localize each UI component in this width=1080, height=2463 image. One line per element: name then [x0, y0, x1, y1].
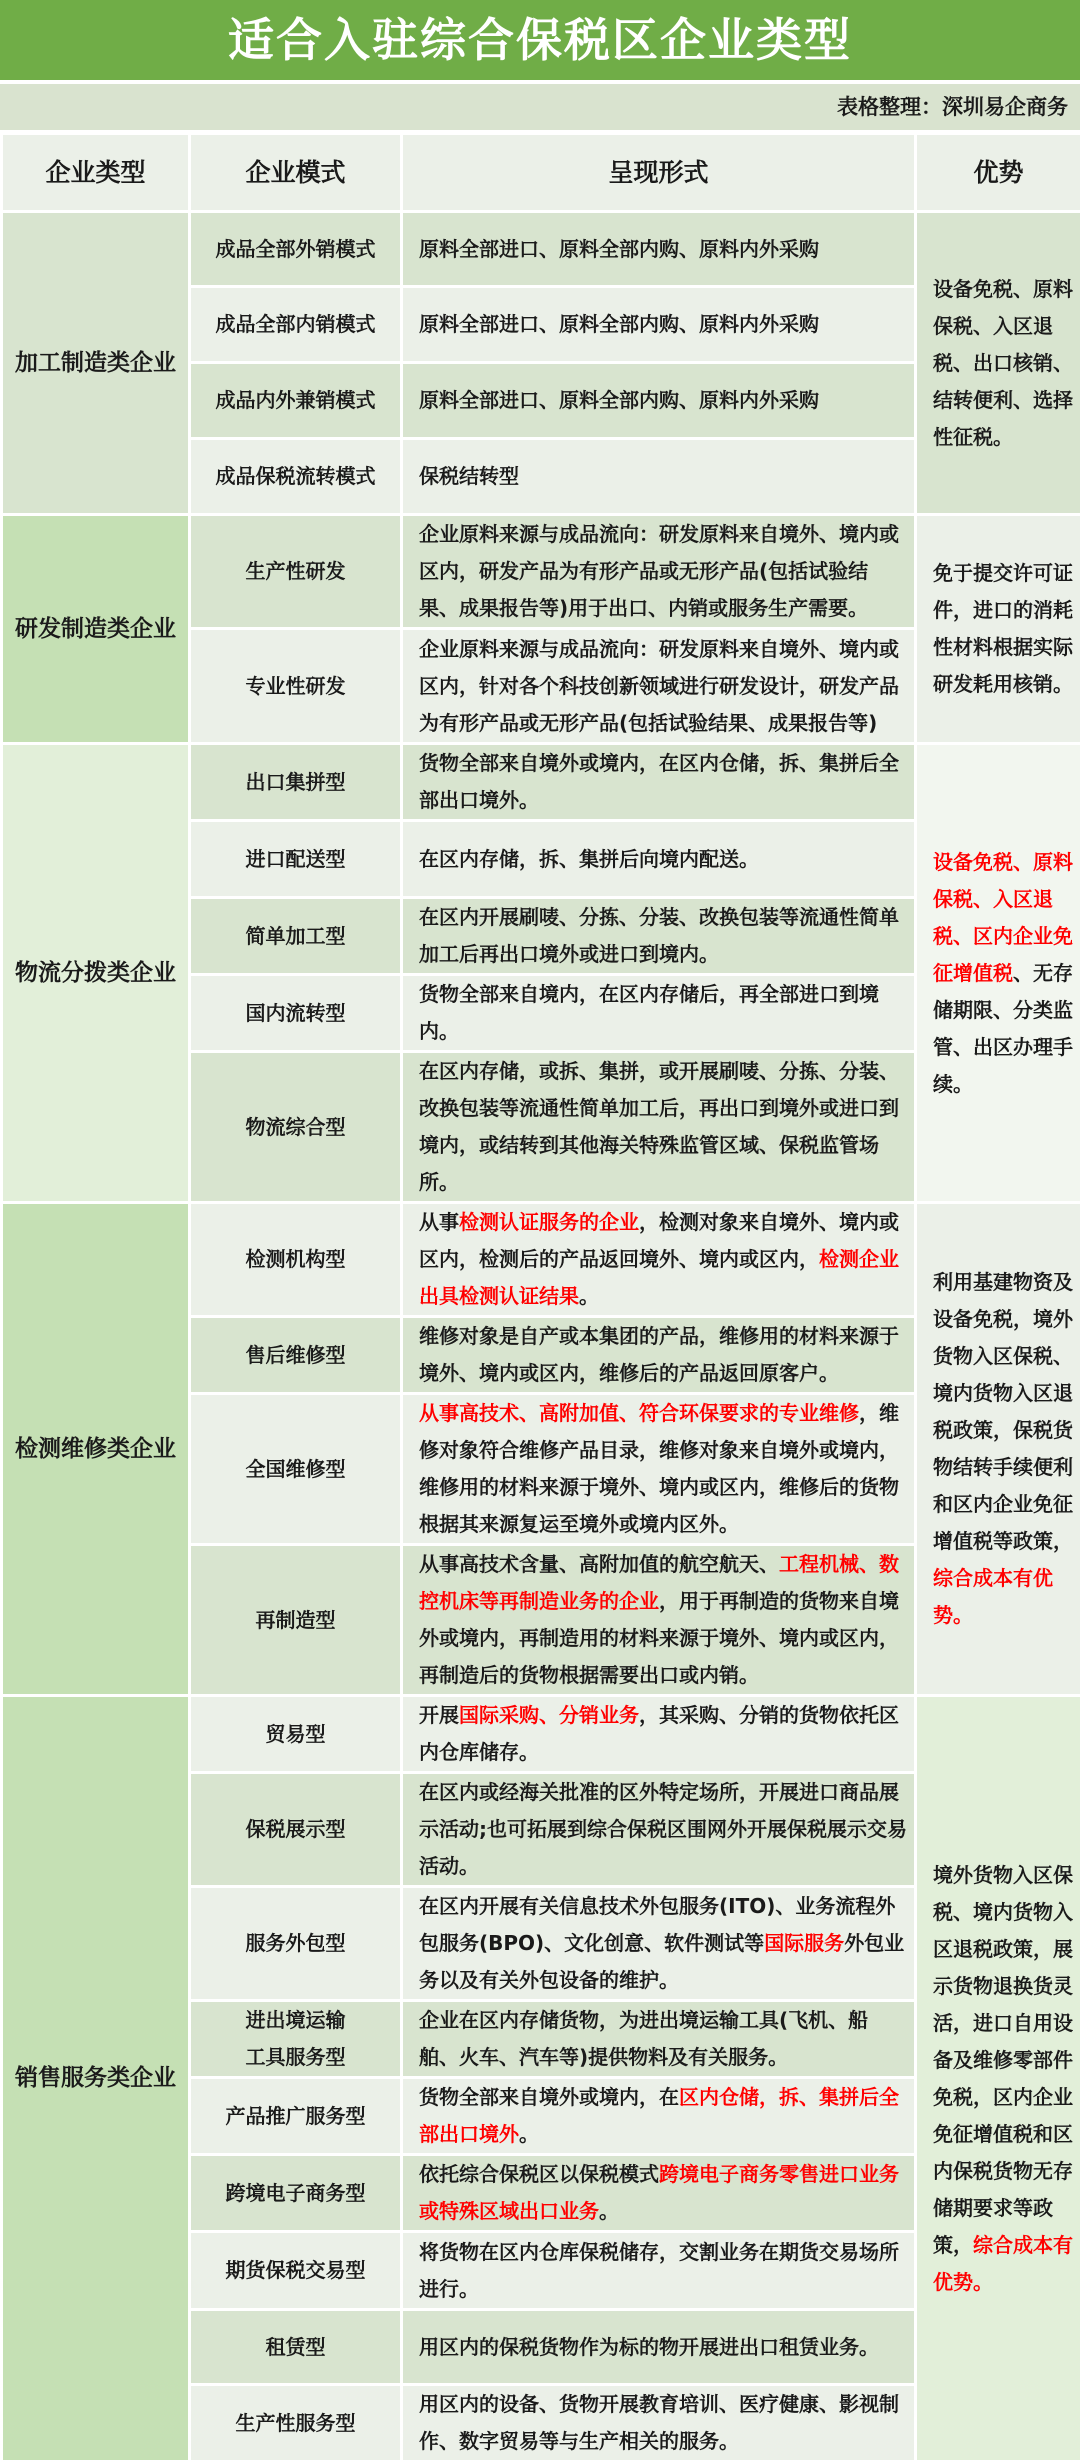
text-segment: ，维修对象符合维修产品目录，维修对象来自境外或境内，维修用的材料来源于境外、境内或区内，维修后的货物根据其来源复运至境外或境内区外。	[419, 1401, 899, 1536]
mode-cell: 再制造型	[190, 1545, 402, 1696]
highlighted-text: 综合成本有优势。	[933, 2233, 1073, 2294]
advantage-cell	[916, 744, 1080, 1203]
text-segment: 货物全部来自境外或境内，在	[419, 2085, 679, 2109]
form-cell	[402, 821, 916, 898]
form-cell	[402, 363, 916, 439]
form-cell	[402, 2155, 916, 2232]
highlighted-text: 检测企业出具检测认证结果	[419, 1247, 899, 1308]
advantage-cell	[916, 515, 1080, 744]
highlighted-text: 国际采购、分销业务	[459, 1703, 639, 1727]
mode-cell: 产品推广服务型	[190, 2078, 402, 2155]
page-title: 适合入驻综合保税区企业类型	[0, 0, 1080, 80]
form-cell	[402, 1696, 916, 1773]
mode-cell: 进出境运输 工具服务型	[190, 2001, 402, 2078]
form-cell	[402, 2310, 916, 2385]
mode-cell: 期货保税交易型	[190, 2232, 402, 2310]
text-segment: 货物全部来自境内，在区内存储后，再全部进口到境内。	[419, 982, 879, 1043]
text-segment: 免于提交许可证件，进口的消耗性材料根据实际研发耗用核销。	[933, 561, 1073, 696]
text-segment: 利用基建物资及设备免税，境外货物入区保税、境内货物入区退税政策，保税货物结转手续便利和区内企业免征增值税等政策，	[933, 1270, 1073, 1553]
mode-cell: 成品保税流转模式	[190, 439, 402, 515]
mode-cell: 贸易型	[190, 1696, 402, 1773]
form-cell	[402, 515, 916, 629]
mode-cell: 成品全部外销模式	[190, 212, 402, 287]
table-row	[2, 212, 1080, 287]
text-segment: 企业在区内存储货物，为进出境运输工具(飞机、船舶、火车、汽车等)提供物料及有关服务。	[419, 2008, 868, 2069]
text-segment: 境外货物入区保税、境内货物入区退税政策，展示货物退换货灵活，进口自用设备及维修零部件免税，区内企业免征增值税和区内保税货物无存储期要求等政策，	[933, 1863, 1073, 2257]
mode-cell: 专业性研发	[190, 629, 402, 744]
text-segment: 。	[519, 2122, 539, 2146]
text-segment: 原料全部进口、原料全部内购、原料内外采购	[419, 312, 819, 336]
form-cell	[402, 1052, 916, 1203]
text-segment: 货物全部来自境外或境内，在区内仓储，拆、集拼后全部出口境外。	[419, 751, 899, 812]
mode-cell: 成品内外兼销模式	[190, 363, 402, 439]
highlighted-text: 跨境电子商务零售进口业务或特殊区域出口业务	[419, 2162, 899, 2223]
header-advantage: 优势	[916, 134, 1080, 212]
text-segment: 在区内存储，拆、集拼后向境内配送。	[419, 847, 759, 871]
form-cell	[402, 975, 916, 1052]
form-cell	[402, 439, 916, 515]
form-cell	[402, 2078, 916, 2155]
text-segment: 用区内的保税货物作为标的物开展进出口租赁业务。	[419, 2335, 879, 2359]
highlighted-text: 综合成本有优势。	[933, 1566, 1053, 1627]
table-row	[2, 1696, 1080, 1773]
text-segment: 保税结转型	[419, 464, 519, 488]
category-cell: 物流分拨类企业	[2, 744, 190, 1203]
mode-cell: 服务外包型	[190, 1887, 402, 2001]
highlighted-text: 区内仓储，拆、集拼后全部出口境外	[419, 2085, 899, 2146]
text-segment: 从事高技术含量、高附加值的航空航天、	[419, 1552, 779, 1576]
text-segment: ，其采购、分销的货物依托区内仓库储存。	[419, 1703, 899, 1764]
text-segment: 企业原料来源与成品流向：研发原料来自境外、境内或区内，研发产品为有形产品或无形产品(包括试验结果、成果报告等)用于出口、内销或服务生产需要。	[419, 522, 899, 620]
text-segment: 原料全部进口、原料全部内购、原料内外采购	[419, 388, 819, 412]
form-cell	[402, 1203, 916, 1317]
mode-cell: 国内流转型	[190, 975, 402, 1052]
mode-cell: 成品全部内销模式	[190, 287, 402, 363]
header-enterprise-type: 企业类型	[2, 134, 190, 212]
text-segment: 从事	[419, 1210, 459, 1234]
text-segment: 用区内的设备、货物开展教育培训、医疗健康、影视制作、数字贸易等与生产相关的服务。	[419, 2392, 899, 2453]
form-cell	[402, 898, 916, 975]
form-cell	[402, 1545, 916, 1696]
advantage-cell	[916, 212, 1080, 515]
mode-cell: 生产性服务型	[190, 2385, 402, 2462]
mode-cell: 检测机构型	[190, 1203, 402, 1317]
text-segment: 依托综合保税区以保税模式	[419, 2162, 659, 2186]
form-cell	[402, 2232, 916, 2310]
text-segment: 在区内开展有关信息技术外包服务(ITO)、业务流程外包服务(BPO)、文化创意、软件测试等	[419, 1894, 895, 1955]
text-segment: 外包业务以及有关外包设备的维护。	[419, 1931, 904, 1992]
mode-cell: 物流综合型	[190, 1052, 402, 1203]
highlighted-text: 从事高技术、高附加值、符合环保要求的专业维修	[419, 1401, 859, 1425]
category-cell: 加工制造类企业	[2, 212, 190, 515]
text-segment: 将货物在区内仓库保税储存，交割业务在期货交易场所进行。	[419, 2240, 899, 2301]
text-segment: 在区内或经海关批准的区外特定场所，开展进口商品展示活动;也可拓展到综合保税区围网外开展保税展示交易活动。	[419, 1780, 907, 1878]
highlighted-text: 工程机械、数控机床等再制造业务的企业	[419, 1552, 899, 1613]
advantage-cell	[916, 1203, 1080, 1696]
mode-cell: 售后维修型	[190, 1317, 402, 1394]
enterprise-type-table	[0, 132, 1080, 2463]
text-segment: 在区内开展刷唛、分拣、分装、改换包装等流通性简单加工后再出口境外或进口到境内。	[419, 905, 899, 966]
form-cell	[402, 629, 916, 744]
text-segment: 、无存储期限、分类监管、出区办理手续。	[933, 961, 1073, 1096]
form-cell	[402, 212, 916, 287]
form-cell	[402, 1317, 916, 1394]
category-cell: 检测维修类企业	[2, 1203, 190, 1696]
category-cell: 研发制造类企业	[2, 515, 190, 744]
mode-cell: 出口集拼型	[190, 744, 402, 821]
category-cell: 销售服务类企业	[2, 1696, 190, 2462]
credit-line: 表格整理：深圳易企商务	[0, 84, 1080, 130]
mode-cell: 全国维修型	[190, 1394, 402, 1545]
table-row	[2, 1203, 1080, 1317]
mode-cell: 生产性研发	[190, 515, 402, 629]
table-header-row	[2, 134, 1080, 212]
form-cell	[402, 744, 916, 821]
text-segment: 。	[599, 2199, 619, 2223]
highlighted-text: 设备免税、原料保税、入区退税、区内企业免征增值税	[933, 850, 1073, 985]
header-presentation-form: 呈现形式	[402, 134, 916, 212]
text-segment: 维修对象是自产或本集团的产品，维修用的材料来源于境外、境内或区内，维修后的产品返回原客户。	[419, 1324, 899, 1385]
text-segment: 。	[579, 1284, 599, 1308]
form-cell	[402, 1887, 916, 2001]
text-segment: 开展	[419, 1703, 459, 1727]
form-cell	[402, 287, 916, 363]
text-segment: ，用于再制造的货物来自境外或境内，再制造用的材料来源于境外、境内或区内，再制造后的货物根据需要出口或内销。	[419, 1589, 899, 1687]
table-row	[2, 515, 1080, 629]
text-segment: 设备免税、原料保税、入区退税、出口核销、结转便利、选择性征税。	[933, 277, 1073, 449]
form-cell	[402, 1394, 916, 1545]
mode-cell: 简单加工型	[190, 898, 402, 975]
mode-cell: 进口配送型	[190, 821, 402, 898]
form-cell	[402, 1773, 916, 1887]
text-segment: 在区内存储，或拆、集拼，或开展刷唛、分拣、分装、改换包装等流通性简单加工后，再出口到境外或进口到境内，或结转到其他海关特殊监管区域、保税监管场所。	[419, 1059, 899, 1194]
mode-cell: 租赁型	[190, 2310, 402, 2385]
table-row	[2, 744, 1080, 821]
text-segment: ，检测对象来自境外、境内或区内，检测后的产品返回境外、境内或区内，	[419, 1210, 899, 1271]
form-cell	[402, 2001, 916, 2078]
mode-cell: 保税展示型	[190, 1773, 402, 1887]
highlighted-text: 检测认证服务的企业	[459, 1210, 639, 1234]
highlighted-text: 国际服务	[764, 1931, 844, 1955]
mode-cell: 跨境电子商务型	[190, 2155, 402, 2232]
header-enterprise-mode: 企业模式	[190, 134, 402, 212]
advantage-cell	[916, 1696, 1080, 2462]
text-segment: 原料全部进口、原料全部内购、原料内外采购	[419, 237, 819, 261]
text-segment: 企业原料来源与成品流向：研发原料来自境外、境内或区内，针对各个科技创新领域进行研发设计，研发产品为有形产品或无形产品(包括试验结果、成果报告等)	[419, 637, 899, 735]
form-cell	[402, 2385, 916, 2462]
